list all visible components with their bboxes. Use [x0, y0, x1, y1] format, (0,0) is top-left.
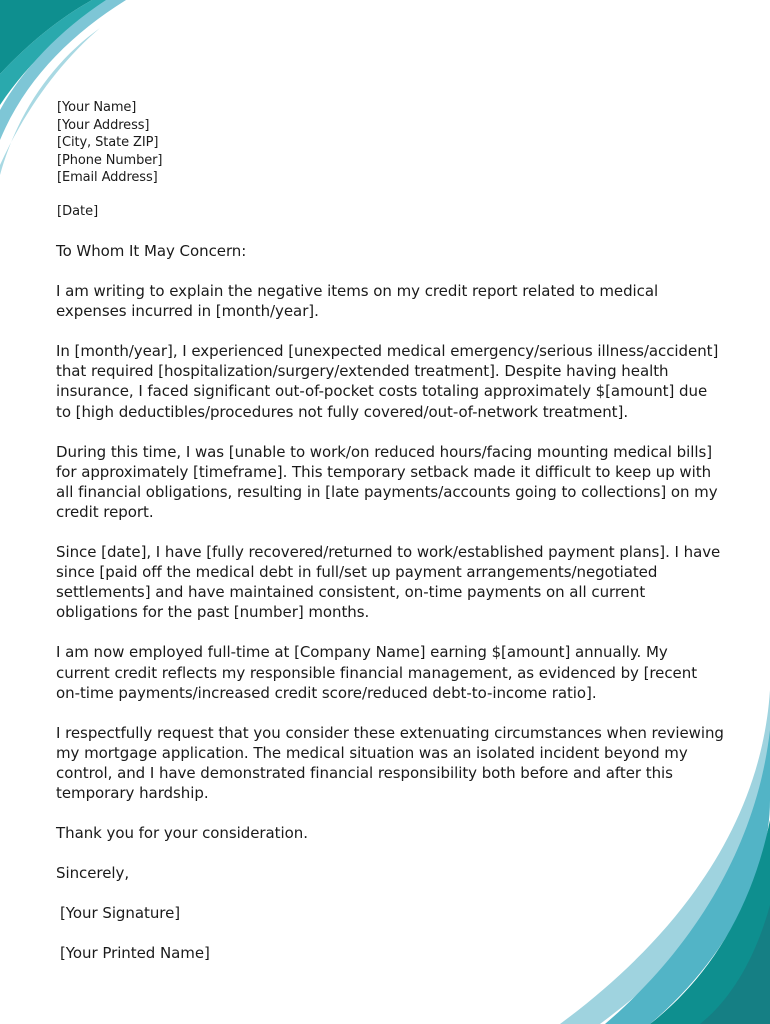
letter-date: [Date] — [57, 204, 99, 219]
sender-address: [Your Address] — [57, 117, 150, 133]
sender-block — [57, 99, 162, 187]
body-paragraph: I am now employed full-time at [Company Name] earning $[amount] annually. My current credit reflects my responsible financial management, as evidenced by [recent on-time payments/increased credit score/reduced debt-to-income ratio]. — [56, 643, 698, 702]
body-paragraph: I respectfully request that you consider these extenuating circumstances when reviewing my mortgage application. The medical situation was an isolated incident beyond my control, and I have demonstrated financial responsibility both before and after this temporary hardship. — [56, 723, 724, 802]
sender-city-state-zip: [City, State ZIP] — [57, 135, 159, 150]
printed-name-line: [Your Printed Name] — [60, 944, 210, 963]
sender-name: [Your Name] — [57, 100, 137, 115]
sender-phone: [Phone Number] — [57, 152, 163, 168]
body-paragraph: In [month/year], I experienced [unexpected medical emergency/serious illness/accident] that required [hospitalization/surgery/extended treatment]. Despite having health insurance, I faced significant out-of-pocket costs totaling approximately $[amount] due to [high deductibles/procedures not fully covered/out-of-network treatment]. — [56, 342, 719, 421]
sender-email: [Email Address] — [57, 170, 158, 185]
body-paragraph: I am writing to explain the negative items on my credit report related to medical expenses incurred in [month/year]. — [56, 282, 659, 321]
signature-line: [Your Signature] — [60, 904, 181, 923]
body-paragraph: During this time, I was [unable to work/on reduced hours/facing mounting medical bills] for approximately [timeframe]. This temporary setback made it difficult to keep up with all financial obligations, resulting in [late payments/accounts going to collections] on my credit report. — [56, 442, 718, 521]
letter-body — [56, 241, 724, 983]
closing: Sincerely, — [56, 864, 130, 883]
thanks-line: Thank you for your consideration. — [56, 824, 308, 843]
body-paragraph: Since [date], I have [fully recovered/returned to work/established payment plans]. I have since [paid off the medical debt in full/set up payment arrangements/negotiated settlements] and have maintained consistent, on-time payments on all current obligations for the past [number] months. — [56, 543, 721, 622]
salutation: To Whom It May Concern: — [56, 242, 247, 260]
